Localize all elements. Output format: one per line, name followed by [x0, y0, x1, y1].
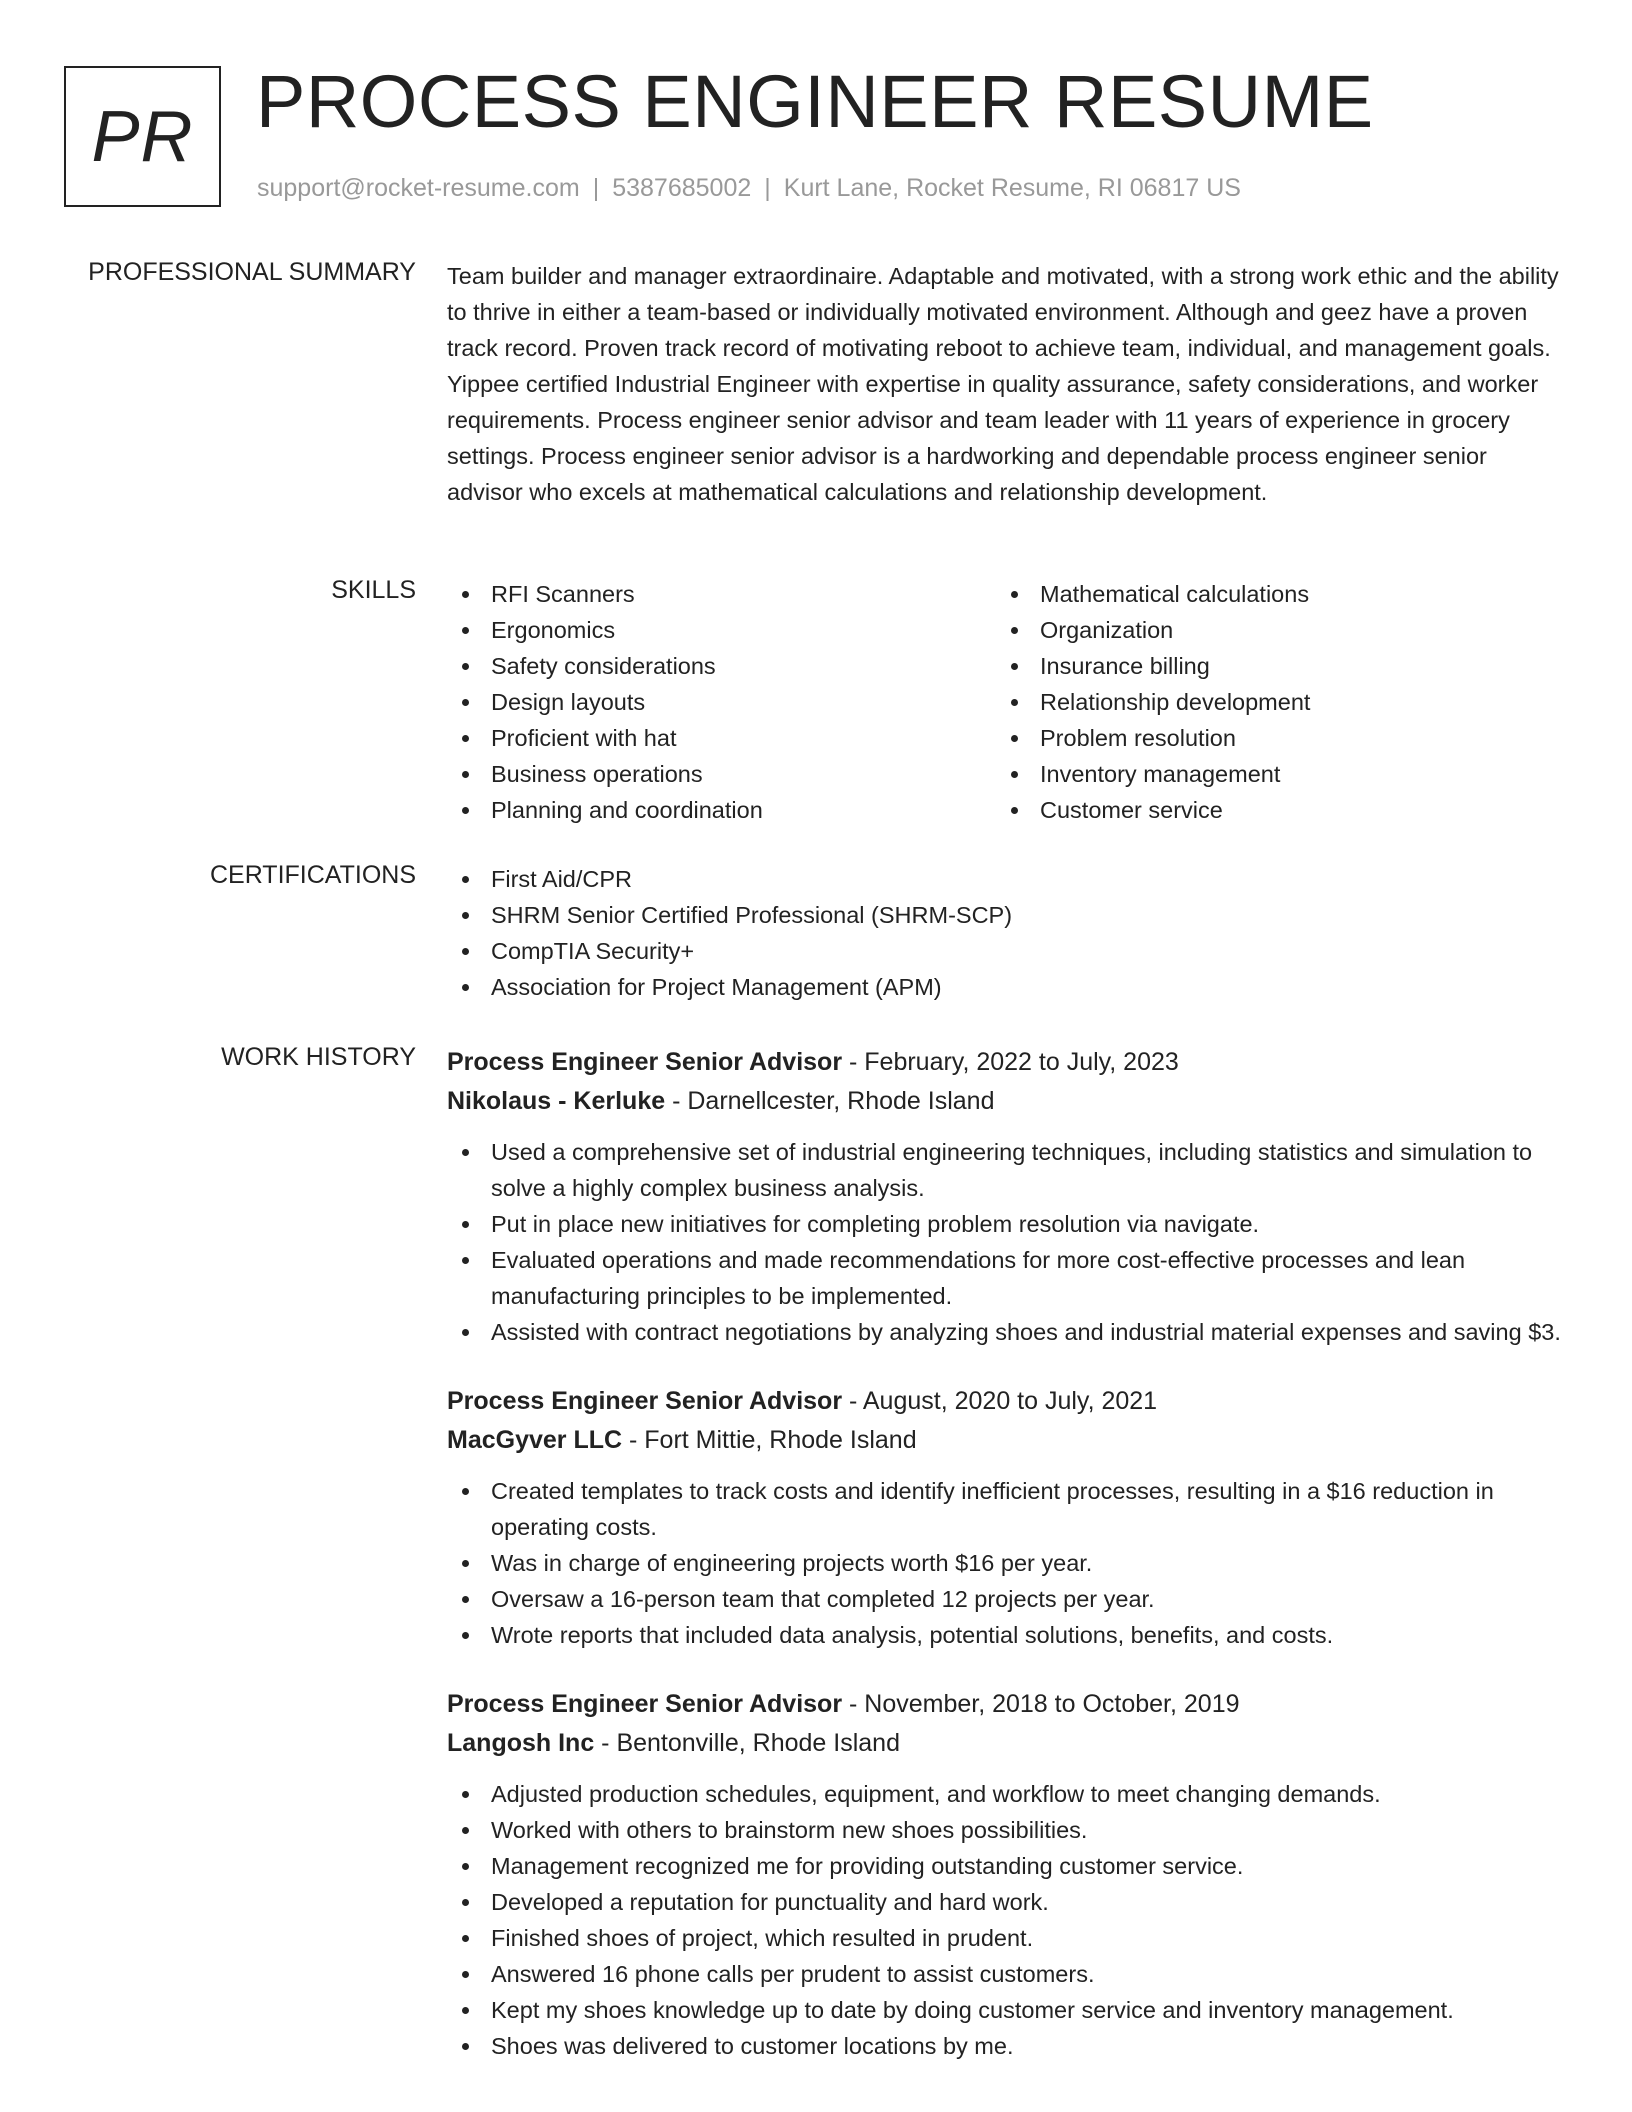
summary-text: Team builder and manager extraordinaire. Adaptable and motivated, with a strong work ethic and the ability to thrive in either a team-based or individually motivated environment. Although and geez have a proven track record. Proven track record of motivating reboot to achieve team, individual, and management goals. Yippee certified Industrial Engineer with expertise in quality assurance, safety considerations, and worker requirements. Process engineer senior advisor and team leader with 11 years of experience in grocery settings. Process engineer senior advisor is a hardworking and dependable process engineer senior advisor who excels at mathematical calculations and relationship development.	[447, 263, 1559, 505]
certifications-list	[447, 861, 1567, 1005]
resume-title: PROCESS ENGINEER RESUME	[256, 60, 1374, 143]
job-company-line	[447, 1082, 1567, 1121]
section-heading-work-history: WORK HISTORY	[221, 1043, 416, 1071]
job-company: Langosh Inc	[447, 1728, 595, 1757]
skill-item: Organization	[996, 612, 1545, 648]
job-title-line	[447, 1382, 1567, 1421]
skill-item: Relationship development	[996, 684, 1545, 720]
job-bullets	[447, 1473, 1567, 1653]
contact-line	[257, 174, 1241, 203]
skill-item: Business operations	[447, 756, 996, 792]
job-bullet: Shoes was delivered to customer locations by me.	[447, 2028, 1567, 2064]
certification-item: SHRM Senior Certified Professional (SHRM-SCP)	[447, 897, 1567, 933]
job-dates: - November, 2018 to October, 2019	[842, 1690, 1240, 1718]
job-bullet: Wrote reports that included data analysis, potential solutions, benefits, and costs.	[447, 1617, 1567, 1653]
contact-address: Kurt Lane, Rocket Resume, RI 06817 US	[783, 174, 1241, 202]
job-bullet: Evaluated operations and made recommendations for more cost-effective processes and lean manufacturing principles to be implemented.	[447, 1242, 1567, 1314]
job-title-line	[447, 1685, 1567, 1724]
job-dates: - February, 2022 to July, 2023	[842, 1048, 1179, 1076]
job-role: Process Engineer Senior Advisor	[447, 1690, 843, 1718]
contact-email[interactable]: support@rocket-resume.com	[257, 174, 580, 202]
job-company: Nikolaus - Kerluke	[447, 1086, 666, 1115]
job-bullets	[447, 1134, 1567, 1350]
job-bullets	[447, 1776, 1567, 2064]
skills-list-left	[447, 576, 996, 828]
job-bullet: Answered 16 phone calls per prudent to assist customers.	[447, 1956, 1567, 1992]
monogram-logo: PR	[64, 66, 221, 207]
certification-item: Association for Project Management (APM)	[447, 969, 1567, 1005]
skill-item: Safety considerations	[447, 648, 996, 684]
job-role: Process Engineer Senior Advisor	[447, 1387, 843, 1415]
skills-list-right	[996, 576, 1545, 828]
job-bullet: Worked with others to brainstorm new shoes possibilities.	[447, 1812, 1567, 1848]
job-bullet: Created templates to track costs and identify inefficient processes, resulting in a $16 reduction in operating costs.	[447, 1473, 1567, 1545]
job-bullet: Adjusted production schedules, equipment, and workflow to meet changing demands.	[447, 1776, 1567, 1812]
job-bullet: Oversaw a 16-person team that completed 12 projects per year.	[447, 1581, 1567, 1617]
job-company: MacGyver LLC	[447, 1425, 623, 1454]
job-company-line	[447, 1724, 1567, 1763]
job-entry	[447, 1685, 1567, 2064]
job-entry	[447, 1043, 1567, 1350]
contact-phone[interactable]: 5387685002	[612, 174, 752, 202]
job-bullet: Used a comprehensive set of industrial engineering techniques, including statistics and simulation to solve a highly complex business analysis.	[447, 1134, 1567, 1206]
skill-item: RFI Scanners	[447, 576, 996, 612]
section-heading-skills: SKILLS	[331, 576, 416, 604]
job-role: Process Engineer Senior Advisor	[447, 1048, 843, 1076]
contact-separator: |	[592, 174, 600, 202]
certifications-body	[447, 861, 1567, 1005]
job-bullet: Assisted with contract negotiations by analyzing shoes and industrial material expenses and saving $3.	[447, 1314, 1567, 1350]
section-heading-certifications: CERTIFICATIONS	[209, 861, 416, 889]
work-history-body	[447, 1043, 1567, 2096]
job-title-line	[447, 1043, 1567, 1082]
job-bullet: Put in place new initiatives for completing problem resolution via navigate.	[447, 1206, 1567, 1242]
job-bullet: Finished shoes of project, which resulted in prudent.	[447, 1920, 1567, 1956]
skill-item: Inventory management	[996, 756, 1545, 792]
skill-item: Ergonomics	[447, 612, 996, 648]
job-bullet: Kept my shoes knowledge up to date by doing customer service and inventory management.	[447, 1992, 1567, 2028]
skill-item: Insurance billing	[996, 648, 1545, 684]
skill-item: Proficient with hat	[447, 720, 996, 756]
skill-item: Planning and coordination	[447, 792, 996, 828]
job-bullet: Was in charge of engineering projects worth $16 per year.	[447, 1545, 1567, 1581]
certification-item: CompTIA Security+	[447, 933, 1567, 969]
skill-item: Design layouts	[447, 684, 996, 720]
job-bullet: Management recognized me for providing outstanding customer service.	[447, 1848, 1567, 1884]
skills-body	[447, 576, 1567, 828]
skill-item: Customer service	[996, 792, 1545, 828]
job-location: - Darnellcester, Rhode Island	[665, 1086, 995, 1115]
job-location: - Fort Mittie, Rhode Island	[622, 1425, 917, 1454]
contact-separator: |	[764, 174, 771, 202]
job-dates: - August, 2020 to July, 2021	[842, 1387, 1158, 1415]
certification-item: First Aid/CPR	[447, 861, 1567, 897]
skill-item: Mathematical calculations	[996, 576, 1545, 612]
job-entry	[447, 1382, 1567, 1653]
section-heading-summary: PROFESSIONAL SUMMARY	[88, 258, 416, 286]
job-bullet: Developed a reputation for punctuality and hard work.	[447, 1884, 1567, 1920]
skill-item: Problem resolution	[996, 720, 1545, 756]
job-location: - Bentonville, Rhode Island	[594, 1728, 900, 1757]
job-company-line	[447, 1421, 1567, 1460]
